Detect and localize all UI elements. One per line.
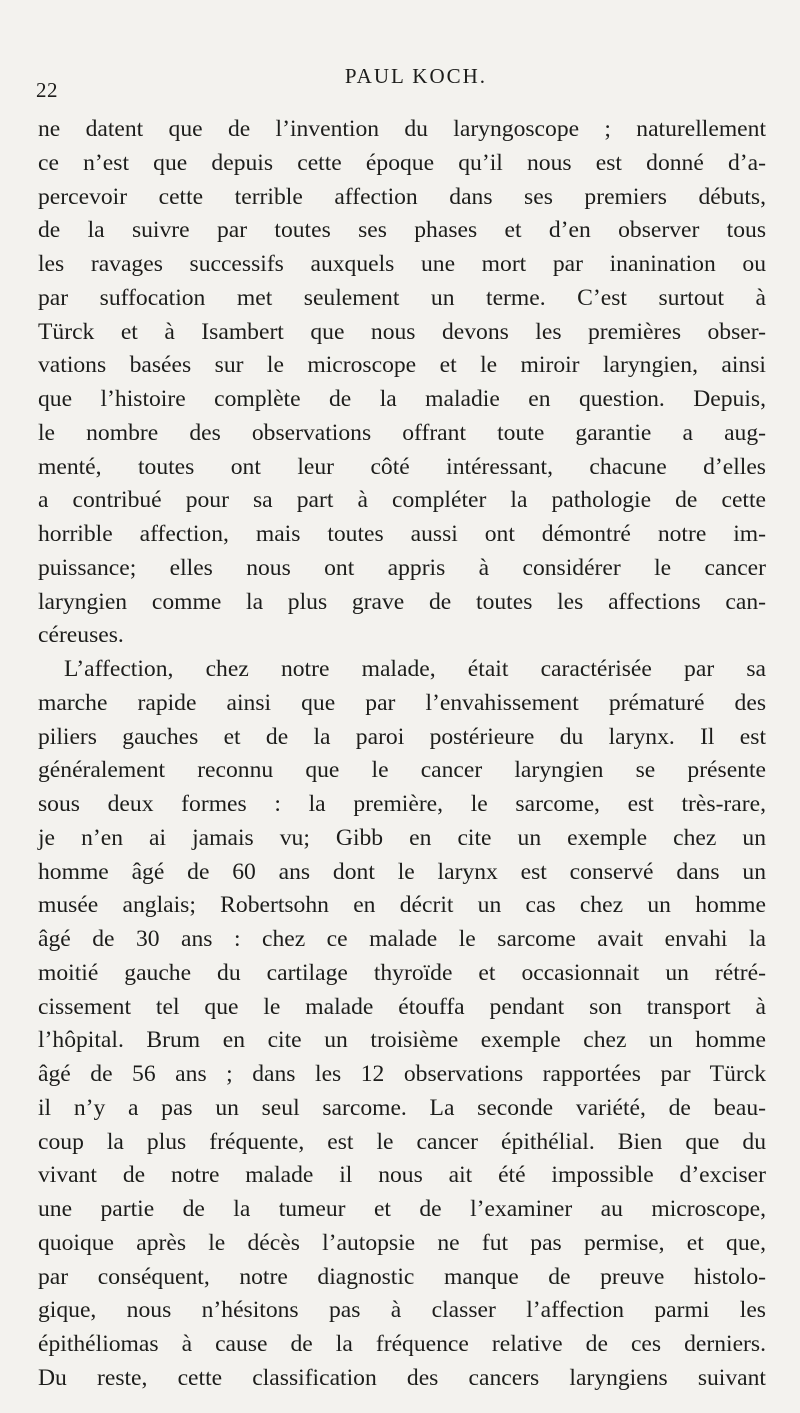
- running-head: PAUL KOCH.: [344, 64, 488, 88]
- text-line: coup la plus fréquente, est le cancer épithélial. Bien que du: [38, 1128, 766, 1155]
- text-line: horrible affection, mais toutes aussi ont démontré notre im-: [38, 521, 766, 547]
- text-line: piliers gauches et de la paroi postérieure du larynx. Il est: [38, 723, 766, 750]
- text-line: a contribué pour sa part à compléter la pathologie de cette: [38, 487, 766, 514]
- text-line: L’affection, chez notre malade, était caractérisée par sa: [64, 656, 766, 682]
- text-line: par conséquent, notre diagnostic manque de preuve histolo-: [38, 1263, 766, 1290]
- body-text: [38, 113, 766, 1396]
- text-line: percevoir cette terrible affection dans ses premiers débuts,: [38, 183, 766, 210]
- page-number: 22: [36, 78, 58, 102]
- page-header: [36, 62, 766, 102]
- text-line: Du reste, cette classification des cancers laryngiens suivant: [38, 1364, 766, 1391]
- text-line: sous deux formes : la première, le sarcome, est très-rare,: [38, 791, 766, 817]
- text-line: marche rapide ainsi que par l’envahissement prématuré des: [38, 689, 766, 716]
- text-line: une partie de la tumeur et de l’examiner au microscope,: [38, 1196, 766, 1222]
- text-line: il n’y a pas un seul sarcome. La seconde variété, de beau-: [38, 1094, 766, 1121]
- text-line: par suffocation met seulement un terme. C’est surtout à: [38, 284, 766, 311]
- text-line: quoique après le décès l’autopsie ne fut pas permise, et que,: [38, 1229, 766, 1256]
- text-line: épithéliomas à cause de la fréquence relative de ces derniers.: [38, 1331, 766, 1357]
- text-line: ne datent que de l’invention du laryngoscope ; naturellement: [38, 116, 766, 142]
- text-line: âgé de 56 ans ; dans les 12 observations rapportées par Türck: [38, 1061, 766, 1087]
- text-line: vations basées sur le microscope et le miroir laryngien, ainsi: [38, 352, 766, 379]
- text-line: laryngien comme la plus grave de toutes les affections can-: [38, 588, 766, 615]
- text-line: Türck et à Isambert que nous devons les premières obser-: [38, 318, 766, 345]
- text-line: les ravages successifs auxquels une mort par inanination ou: [38, 251, 766, 277]
- text-line: que l’histoire complète de la maladie en question. Depuis,: [38, 386, 766, 412]
- text-line: céreuses.: [38, 622, 124, 649]
- text-line: le nombre des observations offrant toute garantie a aug-: [38, 419, 766, 446]
- text-line: gique, nous n’hésitons pas à classer l’affection parmi les: [38, 1297, 766, 1324]
- text-line: cissement tel que le malade étouffa pendant son transport à: [38, 993, 766, 1020]
- text-line: ce n’est que depuis cette époque qu’il nous est donné d’a-: [38, 149, 766, 176]
- text-line: homme âgé de 60 ans dont le larynx est conservé dans un: [38, 858, 766, 885]
- text-line: l’hôpital. Brum en cite un troisième exemple chez un homme: [38, 1027, 766, 1054]
- text-line: je n’en ai jamais vu; Gibb en cite un exemple chez un: [38, 824, 766, 851]
- text-line: puissance; elles nous ont appris à considérer le cancer: [38, 554, 766, 581]
- text-line: généralement reconnu que le cancer laryngien se présente: [38, 757, 766, 784]
- text-line: âgé de 30 ans : chez ce malade le sarcome avait envahi la: [38, 926, 766, 952]
- text-line: musée anglais; Robertsohn en décrit un cas chez un homme: [38, 892, 766, 919]
- text-line: de la suivre par toutes ses phases et d’en observer tous: [38, 217, 766, 244]
- text-line: vivant de notre malade il nous ait été impossible d’exciser: [38, 1162, 766, 1189]
- text-line: menté, toutes ont leur côté intéressant, chacune d’elles: [38, 453, 766, 480]
- text-line: moitié gauche du cartilage thyroïde et occasionnait un rétré-: [38, 959, 766, 986]
